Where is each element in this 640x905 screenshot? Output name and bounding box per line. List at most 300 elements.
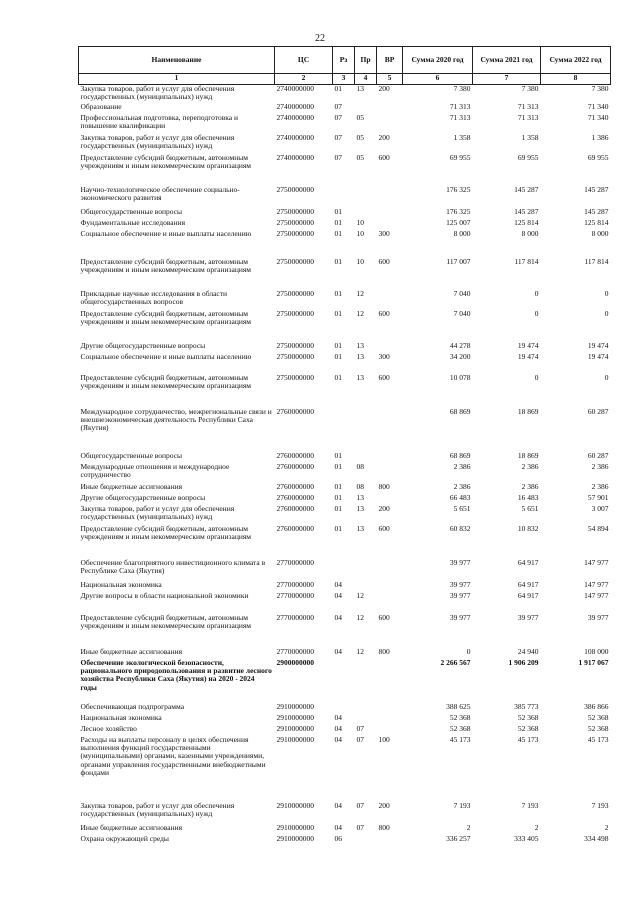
row-sum-2021: 333 405 [514, 834, 539, 843]
table-row [79, 614, 611, 648]
row-sum-2022: 54 894 [587, 524, 609, 533]
row-sum-2021: 8 000 [521, 229, 539, 238]
row-cs: 2750000000 [276, 185, 314, 194]
row-name: Международные отношения и международное сотрудничество [80, 462, 230, 479]
row-sum-2021: 7 193 [521, 801, 539, 810]
table-row [79, 525, 611, 559]
row-name: Предоставление субсидий бюджетным, автономным учреждениям и иным некоммерческим организациям [80, 257, 252, 274]
row-pr [355, 559, 377, 581]
row-vr [377, 452, 403, 463]
row-pr: 07 [356, 724, 364, 733]
row-sum-2022: 2 [604, 823, 609, 832]
row-sum-2022: 386 866 [584, 702, 609, 711]
table-row [79, 114, 611, 134]
table-body [79, 85, 611, 846]
row-rz: 01 [334, 257, 342, 266]
row-sum-2020: 2 386 [453, 482, 471, 491]
row-sum-2022: 334 498 [584, 834, 609, 843]
row-cs: 2750000000 [276, 309, 314, 318]
row-name: Предоставление субсидий бюджетным, автономным учреждениям и иным некоммерческим организациям [80, 613, 252, 630]
header-sum-2020: Сумма 2020 год [403, 47, 473, 74]
row-pr: 13 [356, 352, 364, 361]
row-pr: 12 [356, 591, 364, 600]
table-row [79, 736, 611, 802]
row-pr [355, 103, 377, 114]
row-rz: 04 [334, 647, 342, 656]
row-sum-2021: 64 917 [517, 558, 539, 567]
row-pr: 13 [356, 493, 364, 502]
row-name: Закупка товаров, работ и услуг для обеспечения государственных (муниципальных) нужд [80, 84, 235, 102]
row-rz: 01 [334, 84, 342, 93]
row-sum-2020: 125 007 [446, 218, 471, 227]
column-number: 6 [403, 74, 473, 85]
row-vr: 600 [378, 613, 390, 622]
row-vr [377, 219, 403, 230]
row-cs: 2740000000 [276, 102, 314, 111]
row-rz: 06 [334, 834, 342, 843]
row-name: Национальная экономика [80, 580, 162, 589]
row-name: Лесное хозяйство [80, 724, 137, 733]
row-sum-2021: 7 380 [521, 84, 539, 93]
row-rz: 01 [334, 462, 342, 471]
row-cs: 2770000000 [276, 613, 314, 622]
row-rz: 04 [334, 801, 342, 810]
row-sum-2022: 145 287 [584, 207, 609, 216]
table-row [79, 134, 611, 154]
row-pr: 13 [356, 524, 364, 533]
row-sum-2021: 71 313 [517, 113, 539, 122]
row-pr: 12 [356, 647, 364, 656]
row-sum-2022: 0 [604, 309, 609, 318]
table-row [79, 463, 611, 483]
row-sum-2020: 66 483 [449, 493, 471, 502]
row-sum-2020: 68 869 [449, 407, 471, 416]
row-sum-2022: 45 173 [587, 735, 609, 744]
row-cs: 2750000000 [276, 207, 314, 216]
row-name: Другие вопросы в области национальной экономики [80, 591, 249, 600]
row-cs: 2740000000 [276, 133, 314, 142]
row-pr: 08 [356, 462, 364, 471]
row-name: Общегосударственные вопросы [80, 451, 183, 460]
row-vr [377, 208, 403, 219]
row-sum-2022: 52 368 [587, 713, 609, 722]
table-row [79, 219, 611, 230]
column-number: 5 [377, 74, 403, 85]
row-sum-2020: 7 193 [453, 801, 471, 810]
row-cs: 2750000000 [276, 352, 314, 361]
row-vr [377, 408, 403, 452]
row-sum-2021: 18 869 [517, 451, 539, 460]
table-row [79, 505, 611, 525]
column-number: 2 [275, 74, 333, 85]
row-pr [355, 835, 377, 846]
row-sum-2022: 71 340 [587, 113, 609, 122]
row-sum-2020: 39 977 [449, 580, 471, 589]
column-number: 4 [355, 74, 377, 85]
row-name: Закупка товаров, работ и услуг для обеспечения государственных (муниципальных) нужд [80, 504, 235, 521]
row-vr [377, 463, 403, 483]
row-name: Другие общегосударственные вопросы [80, 341, 206, 350]
row-pr: 13 [356, 373, 364, 382]
row-sum-2021: 39 977 [517, 613, 539, 622]
row-name: Обеспечивающая подпрограмма [80, 702, 185, 711]
row-vr: 800 [378, 482, 390, 491]
row-cs: 2770000000 [276, 558, 314, 567]
row-cs: 2910000000 [276, 801, 314, 810]
row-name: Закупка товаров, работ и услуг для обеспечения государственных (муниципальных) нужд [80, 801, 235, 818]
row-sum-2020: 68 869 [449, 451, 471, 460]
row-rz: 01 [334, 207, 342, 216]
header-cs: ЦС [275, 47, 333, 74]
row-vr: 200 [378, 84, 390, 93]
row-rz: 01 [334, 493, 342, 502]
row-rz: 07 [334, 153, 342, 162]
row-sum-2021: 1 906 209 [508, 658, 539, 667]
row-vr [377, 835, 403, 846]
row-sum-2022: 8 000 [591, 229, 609, 238]
table-row [79, 85, 611, 103]
row-rz [333, 659, 355, 703]
page-number: 22 [315, 33, 325, 44]
row-pr: 13 [356, 341, 364, 350]
row-sum-2021: 0 [534, 289, 539, 298]
row-rz: 04 [334, 580, 342, 589]
row-sum-2022: 60 287 [587, 451, 609, 460]
row-pr: 12 [356, 309, 364, 318]
row-sum-2020: 2 [466, 823, 471, 832]
row-pr [355, 208, 377, 219]
row-sum-2020: 52 368 [449, 724, 471, 733]
row-sum-2021: 2 [534, 823, 539, 832]
row-vr: 300 [378, 229, 390, 238]
row-cs: 2770000000 [276, 580, 314, 589]
row-pr: 12 [356, 613, 364, 622]
row-sum-2020: 388 625 [446, 702, 471, 711]
row-sum-2020: 176 325 [446, 207, 471, 216]
row-sum-2021: 18 869 [517, 407, 539, 416]
row-name: Обеспечение экологической безопасности, рационального природопользования и развитие лесного хозяйства Республики Саха (Якутия) на 2020 - 2024 годы [80, 658, 272, 692]
row-rz: 01 [334, 229, 342, 238]
row-name: Фундаментальные исследования [80, 218, 186, 227]
row-pr: 10 [356, 218, 364, 227]
row-pr [355, 714, 377, 725]
row-rz: 04 [334, 823, 342, 832]
row-sum-2020: 7 380 [453, 84, 471, 93]
row-vr: 600 [378, 524, 390, 533]
row-vr: 600 [378, 309, 390, 318]
row-sum-2022: 19 474 [587, 341, 609, 350]
row-vr [377, 592, 403, 614]
row-name: Закупка товаров, работ и услуг для обеспечения государственных (муниципальных) нужд [80, 133, 235, 150]
row-rz: 01 [334, 524, 342, 533]
row-pr: 07 [356, 801, 364, 810]
table-row [79, 408, 611, 452]
table-row [79, 824, 611, 835]
row-rz: 01 [334, 352, 342, 361]
row-rz: 01 [334, 341, 342, 350]
row-sum-2020: 39 977 [449, 591, 471, 600]
row-vr [377, 103, 403, 114]
table-row [79, 310, 611, 342]
table-row [79, 342, 611, 353]
row-vr [377, 725, 403, 736]
row-sum-2020: 176 325 [446, 185, 471, 194]
row-sum-2021: 64 917 [517, 580, 539, 589]
row-cs: 2740000000 [276, 153, 314, 162]
table-row [79, 725, 611, 736]
row-cs: 2910000000 [276, 724, 314, 733]
row-sum-2021: 117 814 [514, 257, 539, 266]
row-name: Предоставление субсидий бюджетным, автономным учреждениям и иным некоммерческим организациям [80, 309, 252, 326]
row-sum-2022: 69 955 [587, 153, 609, 162]
row-pr: 10 [356, 229, 364, 238]
row-sum-2021: 145 287 [514, 207, 539, 216]
row-sum-2021: 125 814 [514, 218, 539, 227]
row-rz: 04 [334, 713, 342, 722]
row-sum-2020: 7 040 [453, 309, 471, 318]
table-row [79, 208, 611, 219]
table-row [79, 103, 611, 114]
row-rz: 07 [334, 133, 342, 142]
table-row [79, 835, 611, 846]
row-name: Охрана окружающей среды [80, 834, 169, 843]
row-sum-2022: 3 007 [591, 504, 609, 513]
row-name: Социальное обеспечение и иные выплаты населению [80, 229, 252, 238]
table-row [79, 290, 611, 310]
row-pr: 05 [356, 113, 364, 122]
row-pr: 07 [356, 735, 364, 744]
row-sum-2022: 108 000 [584, 647, 609, 656]
row-name: Национальная экономика [80, 713, 162, 722]
row-cs: 2760000000 [276, 451, 314, 460]
row-cs: 2760000000 [276, 504, 314, 513]
row-sum-2020: 69 955 [449, 153, 471, 162]
row-sum-2020: 2 386 [453, 462, 471, 471]
row-name: Образование [80, 102, 122, 111]
column-number: 8 [541, 74, 611, 85]
table-row [79, 648, 611, 659]
row-sum-2021: 64 917 [517, 591, 539, 600]
row-sum-2022: 1 386 [591, 133, 609, 142]
row-sum-2020: 45 173 [449, 735, 471, 744]
row-sum-2020: 39 977 [449, 558, 471, 567]
row-sum-2020: 1 358 [453, 133, 471, 142]
row-sum-2020: 336 257 [446, 834, 471, 843]
row-cs: 2760000000 [276, 493, 314, 502]
row-sum-2021: 16 483 [517, 493, 539, 502]
table-row [79, 353, 611, 374]
row-sum-2021: 69 955 [517, 153, 539, 162]
table-header [79, 47, 611, 85]
row-pr [355, 408, 377, 452]
row-pr [355, 452, 377, 463]
row-name: Иные бюджетные ассигнования [80, 647, 183, 656]
row-sum-2022: 125 814 [584, 218, 609, 227]
row-vr: 300 [378, 352, 390, 361]
row-vr [377, 581, 403, 592]
row-sum-2022: 7 193 [591, 801, 609, 810]
row-sum-2020: 71 313 [449, 102, 471, 111]
row-rz: 04 [334, 724, 342, 733]
table-row [79, 714, 611, 725]
row-sum-2022: 39 977 [587, 613, 609, 622]
row-cs: 2910000000 [276, 834, 314, 843]
row-rz [333, 186, 355, 208]
table-row [79, 230, 611, 258]
row-sum-2022: 147 977 [584, 580, 609, 589]
row-cs: 2910000000 [276, 823, 314, 832]
row-sum-2021: 45 173 [517, 735, 539, 744]
header-name: Наименование [79, 47, 275, 74]
row-cs: 2900000000 [276, 658, 314, 667]
row-sum-2021: 1 358 [521, 133, 539, 142]
row-sum-2020: 5 651 [453, 504, 471, 513]
row-sum-2022: 2 386 [591, 462, 609, 471]
row-rz: 04 [334, 613, 342, 622]
row-sum-2020: 52 368 [449, 713, 471, 722]
row-sum-2021: 0 [534, 309, 539, 318]
row-pr: 13 [356, 84, 364, 93]
row-vr [377, 714, 403, 725]
row-cs: 2760000000 [276, 462, 314, 471]
row-sum-2022: 1 917 067 [578, 658, 609, 667]
row-sum-2020: 34 200 [449, 352, 471, 361]
header-pr: Пр [355, 47, 377, 74]
row-vr [377, 659, 403, 703]
row-sum-2020: 44 278 [449, 341, 471, 350]
row-sum-2021: 145 287 [514, 185, 539, 194]
row-sum-2021: 52 368 [517, 724, 539, 733]
row-rz: 01 [334, 451, 342, 460]
row-vr: 800 [378, 647, 390, 656]
row-rz: 01 [334, 309, 342, 318]
row-cs: 2750000000 [276, 373, 314, 382]
row-name: Профессиональная подготовка, переподготовка и повышение квалификации [80, 113, 238, 130]
row-vr [377, 494, 403, 505]
row-vr: 800 [378, 823, 390, 832]
row-vr: 600 [378, 153, 390, 162]
row-sum-2022: 52 368 [587, 724, 609, 733]
row-sum-2021: 2 386 [521, 482, 539, 491]
row-sum-2022: 117 814 [584, 257, 609, 266]
row-name: Предоставление субсидий бюджетным, автономным учреждениям и иным некоммерческим организациям [80, 373, 252, 390]
budget-table [78, 46, 611, 846]
row-cs: 2760000000 [276, 482, 314, 491]
row-sum-2022: 19 474 [587, 352, 609, 361]
row-cs: 2760000000 [276, 524, 314, 533]
row-name: Обеспечение благоприятного инвестиционного климата в Республике Саха (Якутия) [80, 558, 266, 575]
row-cs: 2740000000 [276, 113, 314, 122]
row-sum-2022: 0 [604, 289, 609, 298]
table-row [79, 703, 611, 714]
row-pr [355, 703, 377, 714]
row-rz [333, 408, 355, 452]
row-pr [355, 186, 377, 208]
row-sum-2022: 60 287 [587, 407, 609, 416]
row-sum-2021: 24 940 [517, 647, 539, 656]
row-sum-2022: 145 287 [584, 185, 609, 194]
row-sum-2021: 385 773 [514, 702, 539, 711]
row-rz: 01 [334, 289, 342, 298]
header-rz: Рз [333, 47, 355, 74]
row-rz: 01 [334, 482, 342, 491]
row-name: Предоставление субсидий бюджетным, автономным учреждениям и иным некоммерческим организациям [80, 153, 252, 170]
row-cs: 2740000000 [276, 84, 314, 93]
row-sum-2021: 52 368 [517, 713, 539, 722]
row-sum-2021: 19 474 [517, 352, 539, 361]
table-row [79, 581, 611, 592]
header-sum-2022: Сумма 2022 год [541, 47, 611, 74]
row-vr [377, 342, 403, 353]
row-vr [377, 559, 403, 581]
row-cs: 2750000000 [276, 257, 314, 266]
row-rz: 07 [334, 102, 342, 111]
row-sum-2021: 71 313 [517, 102, 539, 111]
row-name: Общегосударственные вопросы [80, 207, 183, 216]
table-row [79, 802, 611, 824]
row-name: Иные бюджетные ассигнования [80, 482, 183, 491]
row-pr: 05 [356, 133, 364, 142]
table-row [79, 186, 611, 208]
table-row [79, 258, 611, 290]
row-rz: 01 [334, 373, 342, 382]
row-sum-2020: 0 [466, 647, 471, 656]
row-cs: 2910000000 [276, 735, 314, 744]
row-pr: 10 [356, 257, 364, 266]
row-name: Другие общегосударственные вопросы [80, 493, 206, 502]
table-row [79, 154, 611, 186]
row-cs: 2910000000 [276, 702, 314, 711]
row-sum-2022: 0 [604, 373, 609, 382]
row-pr: 07 [356, 823, 364, 832]
row-sum-2020: 7 040 [453, 289, 471, 298]
row-sum-2020: 117 007 [446, 257, 471, 266]
row-cs: 2760000000 [276, 407, 314, 416]
row-sum-2020: 39 977 [449, 613, 471, 622]
row-cs: 2750000000 [276, 218, 314, 227]
row-pr: 05 [356, 153, 364, 162]
row-cs: 2770000000 [276, 591, 314, 600]
row-rz: 07 [334, 113, 342, 122]
column-number-row [79, 74, 611, 85]
table-row [79, 483, 611, 494]
row-name: Предоставление субсидий бюджетным, автономным учреждениям и иным некоммерческим организациям [80, 524, 252, 541]
row-sum-2022: 147 977 [584, 558, 609, 567]
row-rz: 01 [334, 504, 342, 513]
row-name: Прикладные научные исследования в области общегосударственных вопросов [80, 289, 228, 306]
row-sum-2021: 2 386 [521, 462, 539, 471]
row-name: Научно-технологическое обеспечение социально-экономического развития [80, 185, 240, 202]
row-vr: 600 [378, 373, 390, 382]
row-sum-2020: 2 266 567 [440, 658, 471, 667]
row-cs: 2750000000 [276, 229, 314, 238]
row-cs: 2750000000 [276, 289, 314, 298]
row-sum-2022: 57 901 [587, 493, 609, 502]
column-number: 7 [473, 74, 541, 85]
row-cs: 2770000000 [276, 647, 314, 656]
row-rz [333, 559, 355, 581]
row-sum-2020: 8 000 [453, 229, 471, 238]
row-vr [377, 114, 403, 134]
row-vr [377, 290, 403, 310]
header-sum-2021: Сумма 2021 год [473, 47, 541, 74]
row-pr: 12 [356, 289, 364, 298]
row-name: Расходы на выплаты персоналу в целях обеспечения выполнения функций государственными (муниципальными) органами, казенными учреждениями, органами управления государственными внебюджетными фондами [80, 735, 266, 778]
row-cs: 2750000000 [276, 341, 314, 350]
row-sum-2022: 71 340 [587, 102, 609, 111]
row-sum-2020: 71 313 [449, 113, 471, 122]
row-vr: 200 [378, 504, 390, 513]
